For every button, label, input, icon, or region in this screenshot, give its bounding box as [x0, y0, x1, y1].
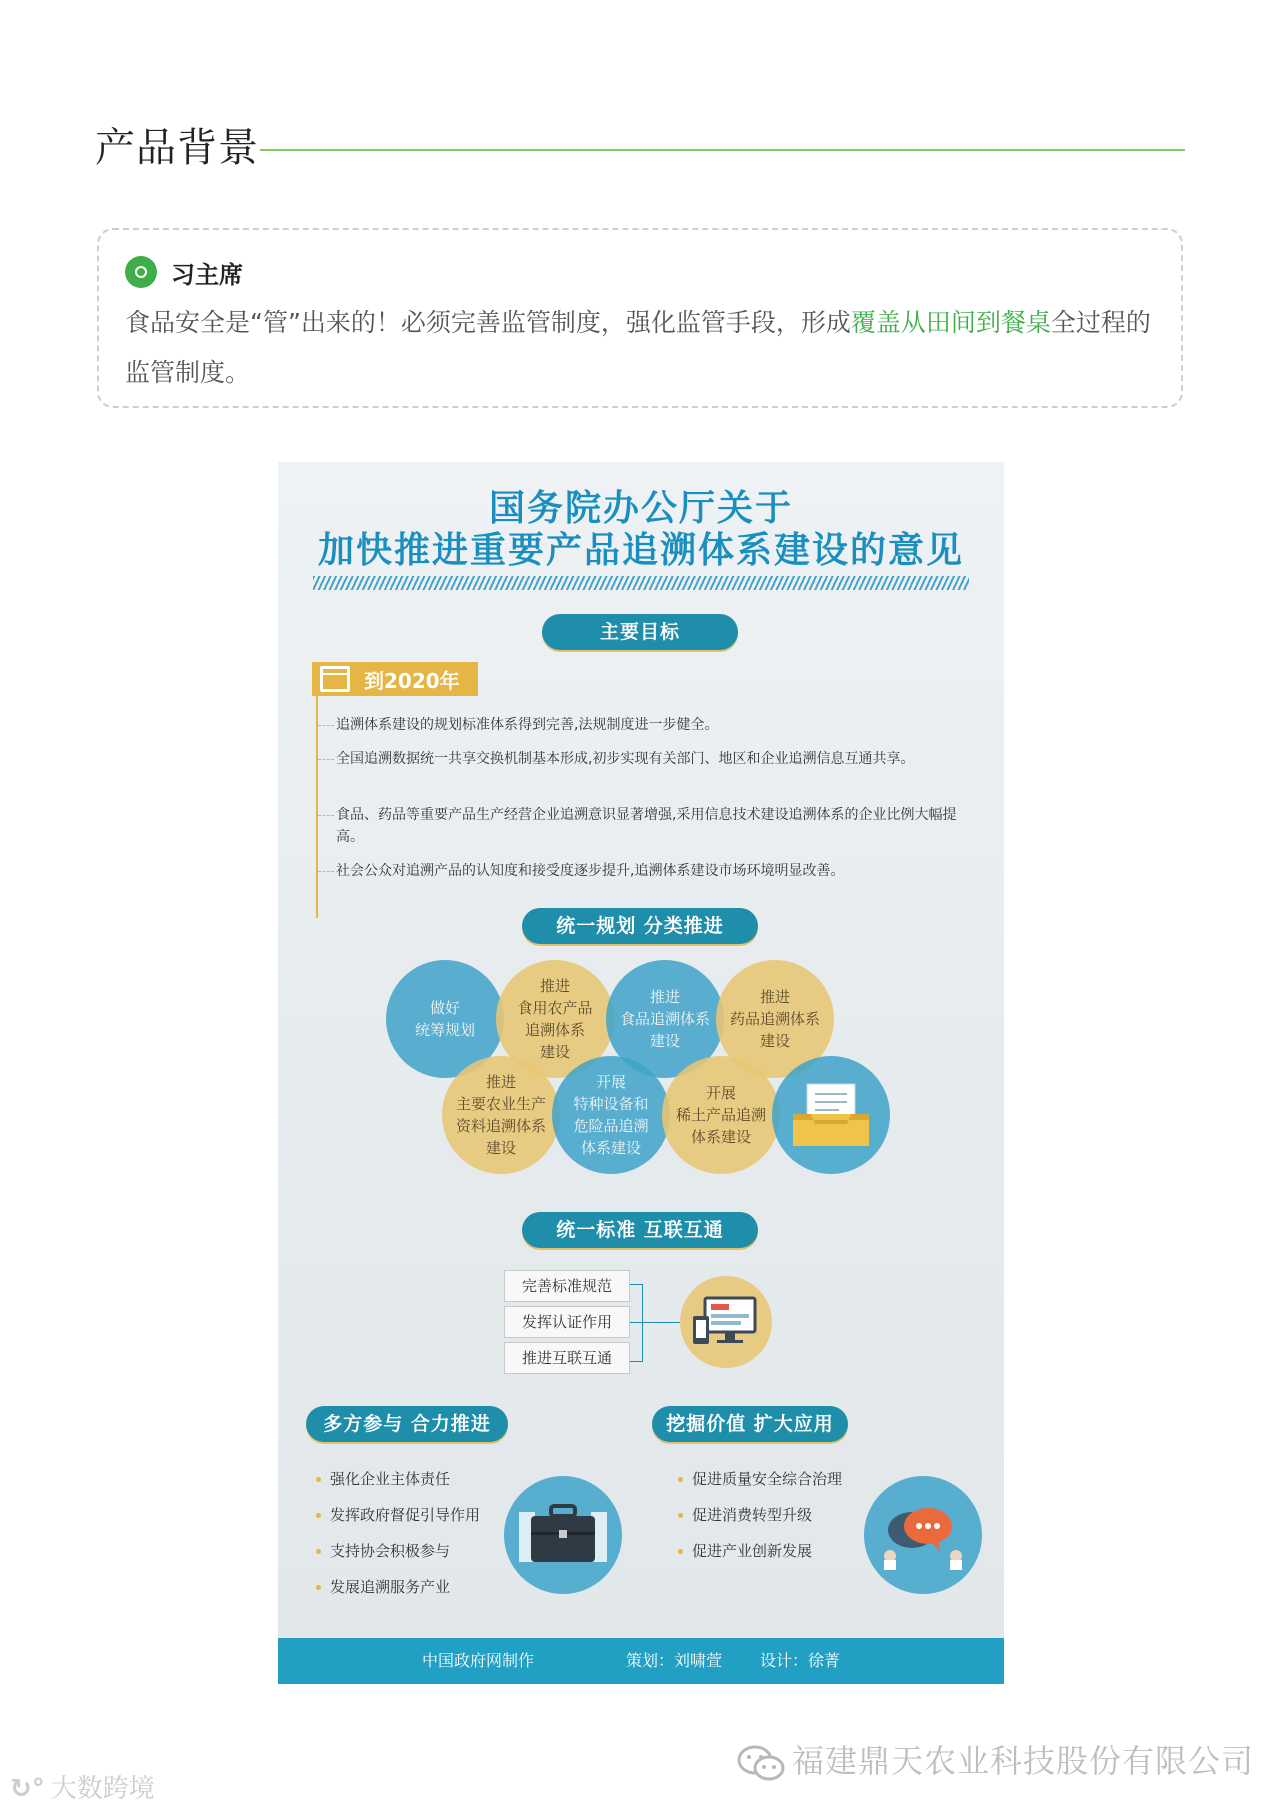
quote-text-before: 食品安全是“管”出来的！必须完善监管制度，强化监管手段，形成 — [125, 308, 851, 337]
goal-timeline-line — [316, 696, 318, 918]
briefcase-circle — [504, 1476, 622, 1594]
plan-circle-label: 推进 主要农业生产 资料追溯体系 建设 — [455, 1073, 546, 1157]
goal-item: 食品、药品等重要产品生产经营企业追溯意识显著增强,采用信息技术建设追溯体系的企业比例大幅提高。 — [336, 807, 957, 845]
poster-title-line2: 加快推进重要产品追溯体系建设的意见 — [317, 530, 964, 571]
poster-footer — [278, 1638, 1004, 1684]
chat-bubbles-icon — [878, 1500, 968, 1570]
infographic-poster — [278, 462, 1004, 1684]
standard-pill: 统一标准 互联互通 — [522, 1212, 758, 1248]
goal-tick — [318, 815, 334, 816]
document-tray-circle — [772, 1056, 890, 1174]
participate-item: 发展追溯服务产业 — [330, 1578, 451, 1596]
footer-designer: 设计：徐菁 — [760, 1651, 841, 1670]
company-watermark-text: 福建鼎天农业科技股份有限公司 — [792, 1742, 1255, 1780]
section-divider — [260, 149, 1185, 151]
goal-tick — [318, 871, 334, 872]
value-item: 促进质量安全综合治理 — [692, 1470, 843, 1488]
participate-item: 支持协会积极参与 — [330, 1542, 451, 1560]
plan-circle-label: 推进 食品追溯体系 建设 — [619, 988, 710, 1050]
plan-circle — [552, 1056, 670, 1174]
plan-circle-label: 开展 特种设备和 危险品追溯 体系建设 — [573, 1073, 649, 1157]
document-tray-icon — [789, 1080, 873, 1150]
plan-circle — [662, 1056, 780, 1174]
brand-watermark-text: 大数跨境 — [50, 1774, 155, 1804]
author-name: 习主席 — [171, 260, 243, 289]
plan-circle-label: 开展 稀土产品追溯 体系建设 — [675, 1084, 766, 1146]
goal-tick — [318, 759, 334, 760]
quote-box — [97, 228, 1183, 408]
footer-planner: 策划：刘啸萱 — [626, 1651, 723, 1670]
year-banner — [312, 662, 478, 696]
quote-text — [125, 298, 1151, 398]
chat-circle — [864, 1476, 982, 1594]
plan-circle-label: 推进 食用农产品 追溯体系 建设 — [517, 977, 593, 1061]
goal-tick — [318, 725, 334, 726]
standard-item: 发挥认证作用 — [504, 1306, 630, 1338]
main-goals-pill: 主要目标 — [542, 614, 738, 650]
author-bullet-icon — [125, 256, 157, 288]
poster-title-line1: 国务院办公厅关于 — [488, 488, 793, 529]
quote-author — [125, 254, 243, 290]
plan-circle — [442, 1056, 560, 1174]
participate-pill: 多方参与 合力推进 — [306, 1406, 508, 1442]
value-item: 促进产业创新发展 — [692, 1542, 813, 1560]
standard-bracket — [630, 1284, 643, 1362]
briefcase-icon — [517, 1502, 609, 1568]
quote-text-after: 全过程的监管制度。 — [125, 308, 1151, 387]
wechat-icon — [736, 1744, 786, 1782]
value-item: 促进消费转型升级 — [692, 1506, 813, 1524]
goal-item: 追溯体系建设的规划标准体系得到完善,法规制度进一步健全。 — [336, 717, 719, 733]
quote-text-highlight: 覆盖从田间到餐桌 — [850, 308, 1051, 337]
value-pill: 挖掘价值 扩大应用 — [652, 1406, 848, 1442]
section-title: 产品背景 — [95, 125, 259, 171]
calendar-icon — [320, 666, 350, 692]
participate-item: 发挥政府督促引导作用 — [330, 1506, 481, 1524]
goal-item: 社会公众对追溯产品的认知度和接受度逐步提升,追溯体系建设市场环境明显改善。 — [336, 863, 845, 879]
goal-item: 全国追溯数据统一共享交换机制基本形成,初步实现有关部门、地区和企业追溯信息互通共享。 — [336, 751, 915, 767]
standard-item: 完善标准规范 — [504, 1270, 630, 1302]
standard-connector — [642, 1322, 680, 1323]
footer-maker: 中国政府网制作 — [422, 1651, 535, 1670]
devices-icon — [691, 1294, 761, 1350]
title-hatch-divider — [313, 576, 969, 590]
year-label: 到2020年 — [364, 668, 460, 693]
section-header — [95, 120, 1185, 180]
plan-pill: 统一规划 分类推进 — [522, 908, 758, 944]
plan-circle-label: 推进 药品追溯体系 建设 — [729, 988, 820, 1050]
standard-tick — [630, 1322, 642, 1323]
company-watermark — [736, 1736, 1254, 1782]
participate-item: 强化企业主体责任 — [330, 1470, 451, 1488]
plan-circle-label: 做好 统筹规划 — [414, 999, 475, 1039]
brand-watermark — [10, 1768, 155, 1805]
brand-logo-icon: ↻° — [10, 1774, 45, 1804]
devices-circle — [680, 1276, 772, 1368]
standard-item: 推进互联互通 — [504, 1342, 630, 1374]
